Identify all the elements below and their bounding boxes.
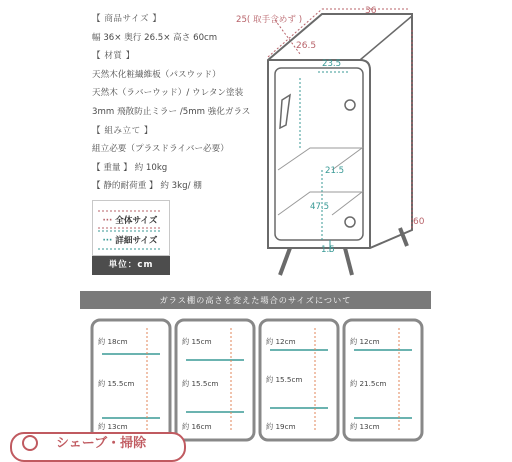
leg-front-left: [280, 248, 290, 275]
hinge-bottom: [345, 217, 355, 227]
variant-4-mid: 約 21.5cm: [350, 379, 387, 388]
dim-handle-note: 25( 取手含めず ): [236, 15, 303, 25]
hinge-top: [345, 100, 355, 110]
variant-1: [92, 320, 170, 440]
variant-2-top: 約 15cm: [182, 337, 212, 346]
variant-2-mid: 約 15.5cm: [182, 379, 219, 388]
legend-detail-label: 詳細サイズ: [115, 236, 158, 246]
variant-4-top: 約 12cm: [350, 337, 380, 346]
variant-3-mid: 約 15.5cm: [266, 375, 303, 384]
spec-assembly-heading: 【 組み立て 】: [92, 125, 154, 136]
variant-2-bot: 約 16cm: [182, 422, 212, 431]
search-icon: [22, 435, 38, 451]
door-frame: [275, 68, 363, 240]
legend-overall: ··· 全体サイズ: [102, 216, 158, 226]
legend-overall-label: 全体サイズ: [115, 216, 158, 226]
dim-height: 60: [413, 217, 425, 227]
dim-inner-width: 23.5: [322, 59, 342, 69]
dim-depth: 26.5: [296, 41, 317, 51]
dim-upper-height: 21.5: [325, 166, 345, 176]
legend-detail: ··· 詳細サイズ: [102, 236, 158, 246]
variant-1-bot: 約 13cm: [98, 422, 128, 431]
section-banner: ガラス棚の高さを変えた場合のサイズについて: [80, 291, 431, 309]
variant-4-bot: 約 13cm: [350, 422, 380, 431]
spec-assembly-value: 組立必要（プラスドライバー必要）: [92, 144, 229, 155]
spec-material-glass: 3mm 飛散防止ミラー /5mm 強化ガラス: [92, 106, 251, 117]
dim-lower-height: 47.5: [310, 202, 330, 212]
variant-3-bot: 約 19cm: [266, 422, 296, 431]
bottom-banner: [10, 432, 186, 462]
shelf-upper: [278, 148, 362, 170]
leg-front-right: [345, 248, 352, 275]
shelf-variants: [0, 310, 512, 452]
spec-material-board: 天然木化粧繊維板（パスウッド）: [92, 69, 221, 80]
spec-size-value: 幅 36× 奥行 26.5× 高さ 60cm: [92, 32, 218, 43]
spec-weight: 【 重量 】 約 10kg: [92, 162, 168, 173]
spec-material-heading: 【 材質 】: [92, 51, 135, 62]
dim-width: 36: [365, 6, 377, 16]
spec-size-heading: 【 商品サイズ 】: [92, 14, 162, 24]
spec-load: 【 静的耐荷重 】 約 3kg/ 棚: [92, 181, 202, 192]
door-handle: [280, 95, 290, 128]
variant-1-mid: 約 15.5cm: [98, 379, 135, 388]
cabinet-top-edge: [360, 16, 412, 60]
spec-material-wood: 天然木（ラバーウッド）/ ウレタン塗装: [92, 88, 244, 99]
cabinet-outline: [268, 14, 412, 248]
variant-3-top: 約 12cm: [266, 337, 296, 346]
unit-badge: 単位：cm: [92, 256, 170, 275]
dim-leg: 1.5: [321, 245, 335, 255]
leg-back-right: [400, 228, 407, 246]
bottom-banner-label: シェーブ・掃除: [56, 436, 147, 451]
variant-3: [260, 320, 338, 440]
variant-2: [176, 320, 254, 440]
variant-1-top: 約 18cm: [98, 337, 128, 346]
variant-4: [344, 320, 422, 440]
